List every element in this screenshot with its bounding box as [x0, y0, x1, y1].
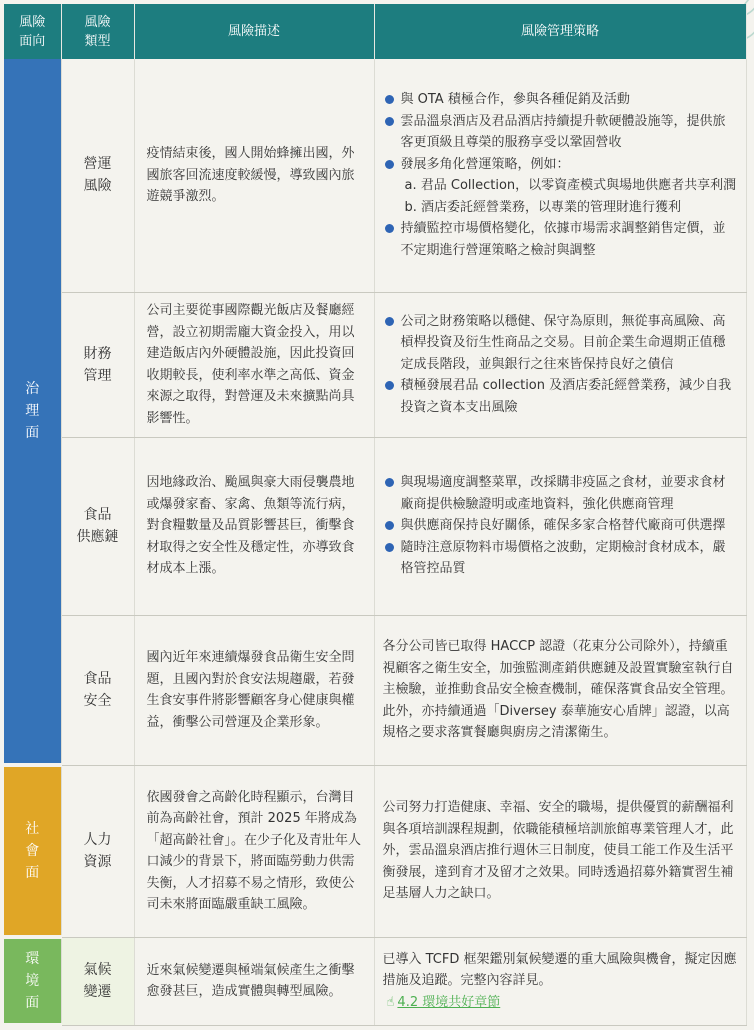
group-environment: 環境面 [4, 937, 61, 1025]
table-row [4, 765, 746, 937]
environment-chapter-link[interactable]: ☝ 4.2 環境共好章節 [383, 992, 738, 1014]
strategy-cell [374, 437, 746, 615]
strategy-cell [374, 59, 746, 292]
description-cell: 依國發會之高齡化時程顯示，台灣目前為高齡社會，預計 2025 年將成為「超高齡社會」。在少子化及青壯年人口減少的背景下，將面臨勞動力供需失衡，人才招募不易之情形，致使公司未來將面臨嚴重缺工風險。 [134, 765, 374, 937]
group-governance: 治理面 [4, 59, 61, 765]
list-item: 雲品溫泉酒店及君品酒店持續提升軟硬體設施等，提供旅客更頂級且尊榮的服務享受以鞏固營收 [383, 111, 738, 154]
description-cell: 因地緣政治、颱風與豪大雨侵襲農地或爆發家畜、家禽、魚類等流行病，對食糧數量及品質影響甚巨，衝擊食材取得之安全性及穩定性，亦導致食材成本上漲。 [134, 437, 374, 615]
table-row [4, 292, 746, 437]
table-row [4, 615, 746, 765]
description-cell: 公司主要從事國際觀光飯店及餐廳經營，設立初期需龐大資金投入，用以建造飯店內外硬體設施，因此投資回收期較長，使利率水準之高低、資金來源之取得，對營運及未來擴點尚具影響性。 [134, 292, 374, 437]
list-item: 隨時注意原物料市場價格之波動，定期檢討食材成本，嚴格管控品質 [383, 537, 738, 580]
description-cell: 疫情結束後，國人開始蜂擁出國，外國旅客回流速度較緩慢，導致國內旅遊競爭激烈。 [134, 59, 374, 292]
category-cell: 人力 資源 [61, 765, 134, 937]
list-item: 與 OTA 積極合作，參與各種促銷及活動 [383, 89, 738, 111]
header-type: 風險類型 [61, 4, 134, 59]
sub-item: b. 酒店委託經營業務，以專業的管理財進行獲利 [404, 199, 682, 215]
list-item: 發展多角化營運策略，例如： [383, 154, 738, 176]
header-aspect: 風險面向 [4, 4, 61, 59]
list-item: 公司之財務策略以穩健、保守為原則，無從事高風險、高槓桿投資及衍生性商品之交易。目前企業生命週期正值穩定成長階段，並與銀行之往來皆保持良好之債信 [383, 311, 738, 376]
table-row [4, 937, 746, 1025]
strategy-cell: 公司努力打造健康、幸福、安全的職場，提供優質的薪酬福利與各項培訓課程規劃，依職能積極培訓旅館專業管理人才，此外，雲品溫泉酒店推行週休三日制度，使員工能工作及生活平衡發展，達到育才及留才之效果。同時透過招募外籍實習生補足基層人力之缺口。 [374, 765, 746, 937]
hand-pointer-icon: ☝ [386, 994, 395, 1010]
sub-item: a. 君品 Collection，以零資產模式與場地供應者共享利潤 [404, 178, 737, 194]
header-description: 風險描述 [134, 4, 374, 59]
category-cell: 營運 風險 [61, 59, 134, 292]
strategy-cell [374, 292, 746, 437]
header-strategy: 風險管理策略 [374, 4, 746, 59]
list-item: 與供應商保持良好關係，確保多家合格替代廠商可供選擇 [383, 515, 738, 537]
category-cell: 食品 安全 [61, 615, 134, 765]
strategy-cell: 各分公司皆已取得 HACCP 認證（花東分公司除外），持續重視顧客之衛生安全，加強監測產銷供應鏈及設置實驗室執行自主檢驗，並推動食品安全檢查機制，確保落實食品安全管理。此外，亦持續通過「Diversey 泰華施安心盾牌」認證，以高規格之要求落實餐廳與廚房之清潔衛生。 [374, 615, 746, 765]
header-row [4, 4, 746, 59]
strategy-cell: 已導入 TCFD 框架鑑別氣候變遷的重大風險與機會，擬定因應措施及追蹤。完整內容詳見。 ☝ 4.2 環境共好章節 [374, 937, 746, 1025]
risk-table [4, 4, 747, 1027]
category-cell: 財務 管理 [61, 292, 134, 437]
table-row [4, 437, 746, 615]
description-cell: 近來氣候變遷與極端氣候產生之衝擊愈發甚巨，造成實體與轉型風險。 [134, 937, 374, 1025]
category-cell: 食品 供應鏈 [61, 437, 134, 615]
group-social: 社會面 [4, 765, 61, 937]
list-item: 持續監控市場價格變化，依據市場需求調整銷售定價，並不定期進行營運策略之檢討與調整 [383, 218, 738, 261]
list-item: 積極發展君品 collection 及酒店委託經營業務，減少自我投資之資本支出風險 [383, 375, 738, 418]
description-cell: 國內近年來連續爆發食品衛生安全問題，且國內對於食安法規趨嚴，若發生食安事件將影響顧客身心健康與權益，衝擊公司營運及企業形象。 [134, 615, 374, 765]
category-cell: 氣候 變遷 [61, 937, 134, 1025]
list-item: 與現場適度調整菜單，改採購非疫區之食材，並要求食材廠商提供檢驗證明或產地資料，強化供應商管理 [383, 472, 738, 515]
table-row [4, 59, 746, 292]
